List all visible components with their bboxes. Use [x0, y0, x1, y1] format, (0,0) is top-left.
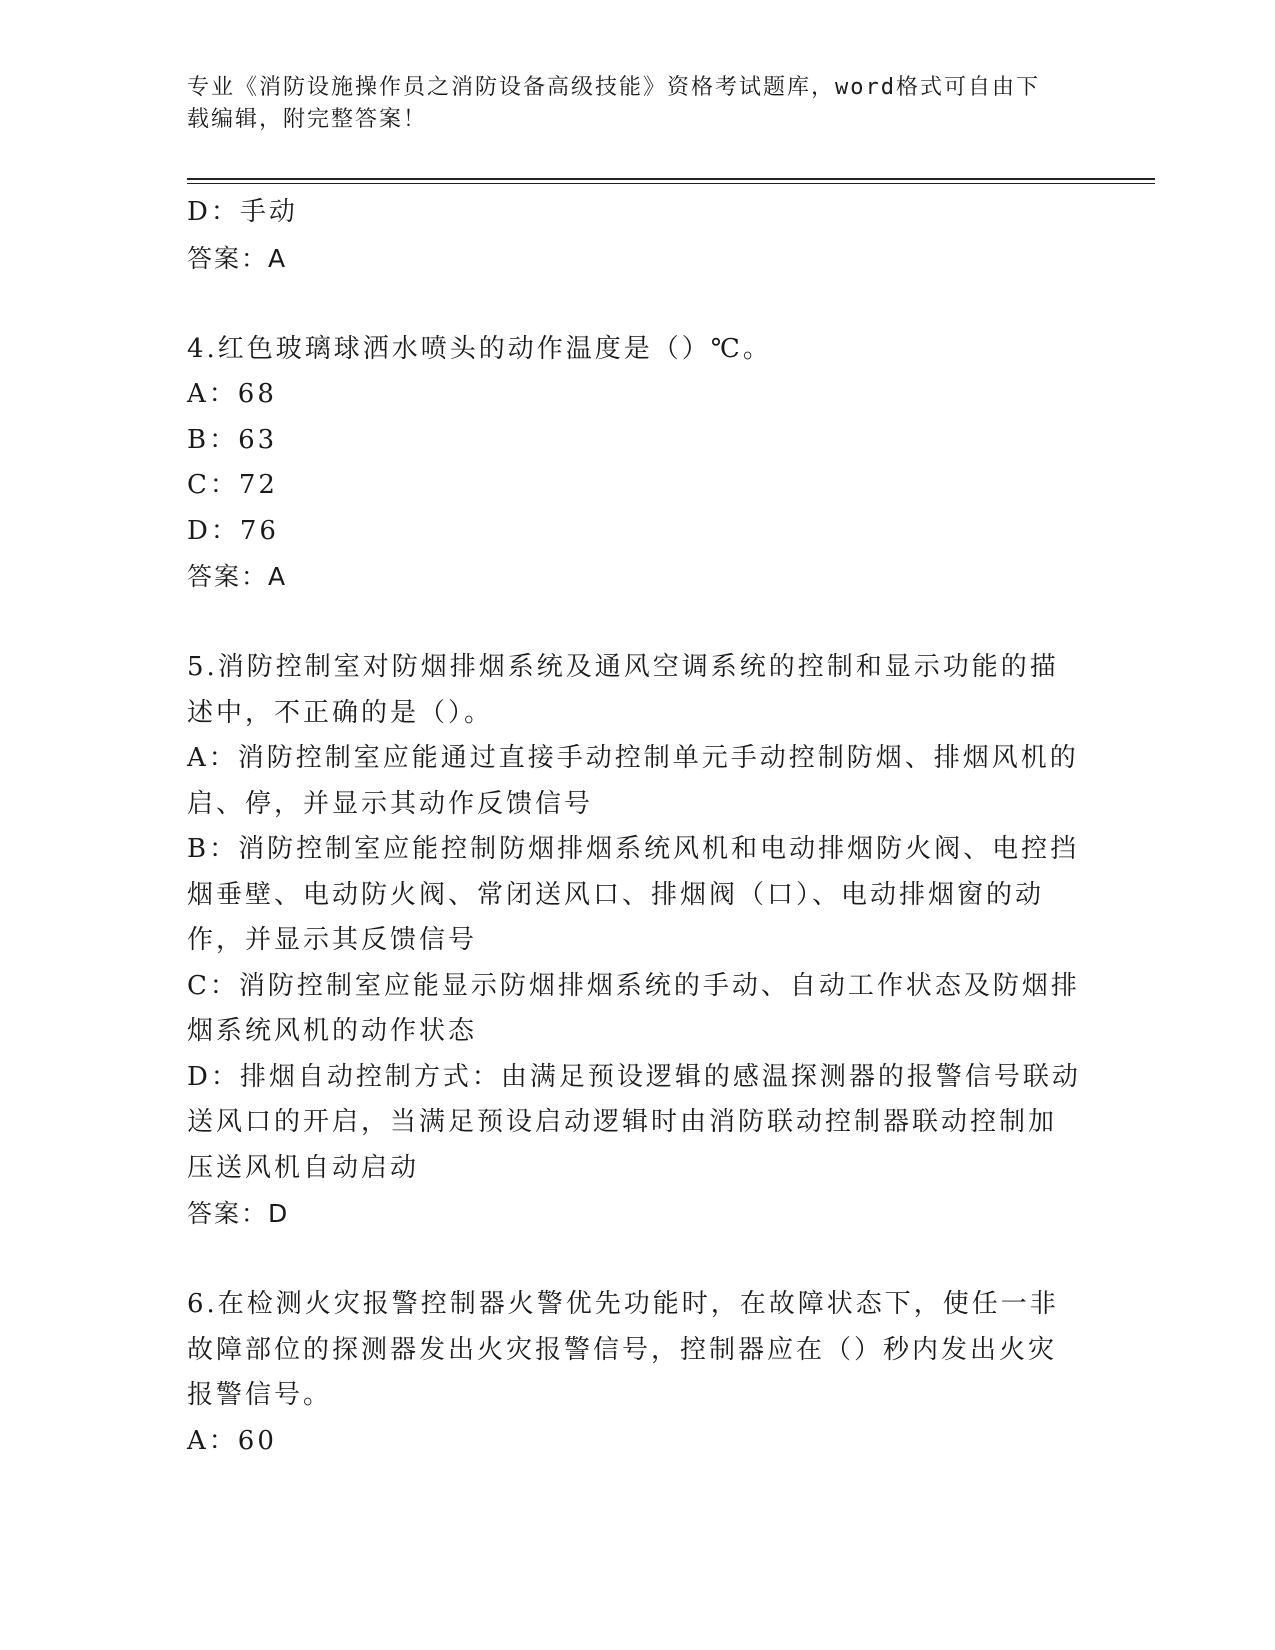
- option-d-line-2: 送风口的开启，当满足预设启动逻辑时由消防联动控制器联动控制加: [187, 1107, 1058, 1137]
- option-a: A：60: [187, 1425, 277, 1456]
- question-3-tail: [187, 190, 1087, 281]
- question-stem-line-2: 述中，不正确的是（）。: [187, 697, 494, 728]
- option-d: D：76: [187, 515, 279, 546]
- option-a-line-2: 启、停，并显示其动作反馈信号: [187, 788, 594, 819]
- question-6: [187, 1282, 1087, 1464]
- question-stem-line-1: 6.在检测火灾报警控制器火警优先功能时，在故障状态下，使任一非: [187, 1289, 1059, 1319]
- option-c-line-2: 烟系统风机的动作状态: [187, 1016, 478, 1046]
- option-d-line-1: D：排烟自动控制方式：由满足预设逻辑的感温探测器的报警信号联动: [187, 1061, 1081, 1092]
- header-divider-thin: [187, 183, 1155, 184]
- option-b-line-2: 烟垂壁、电动防火阀、常闭送风口、排烟阀（口）、电动排烟窗的动: [187, 879, 1045, 910]
- option-a: A：68: [187, 379, 277, 409]
- question-stem-line-2: 故障部位的探测器发出火灾报警信号，控制器应在（）秒内发出火灾: [187, 1334, 1058, 1365]
- option-c-line-1: C：消防控制室应能显示防烟排烟系统的手动、自动工作状态及防烟排: [187, 970, 1080, 1001]
- header-line-1: 专业《消防设施操作员之消防设备高级技能》资格考试题库，word格式可自由下: [187, 75, 1040, 100]
- spacer: [187, 600, 1087, 646]
- option-a-line-1: A：消防控制室应能通过直接手动控制单元手动控制防烟、排烟风机的: [187, 743, 1079, 773]
- header-divider-thick: [187, 178, 1155, 180]
- document-header: [187, 72, 1067, 136]
- header-line-2: 载编辑，附完整答案！: [187, 107, 428, 132]
- option-d: D：手动: [187, 197, 298, 227]
- question-stem: 4.红色玻璃球洒水喷头的动作温度是（）℃。: [187, 333, 772, 364]
- question-content: [187, 190, 1087, 1464]
- question-4: [187, 327, 1087, 600]
- question-stem-line-1: 5.消防控制室对防烟排烟系统及通风空调系统的控制和显示功能的描: [187, 652, 1059, 682]
- option-c: C：72: [187, 470, 278, 500]
- answer-line: 答案：A: [187, 243, 288, 273]
- option-b: B：63: [187, 424, 278, 455]
- option-b-line-1: B：消防控制室应能控制防烟排烟系统风机和电动排烟防火阀、电控挡: [187, 834, 1080, 864]
- spacer: [187, 1237, 1087, 1283]
- option-b-line-3: 作，并显示其反馈信号: [187, 925, 478, 955]
- option-d-line-3: 压送风机自动启动: [187, 1152, 420, 1183]
- spacer: [187, 281, 1087, 327]
- answer-line: 答案：D: [187, 1199, 290, 1228]
- question-5: [187, 645, 1087, 1237]
- answer-line: 答案：A: [187, 562, 288, 591]
- question-stem-line-3: 报警信号。: [187, 1380, 333, 1410]
